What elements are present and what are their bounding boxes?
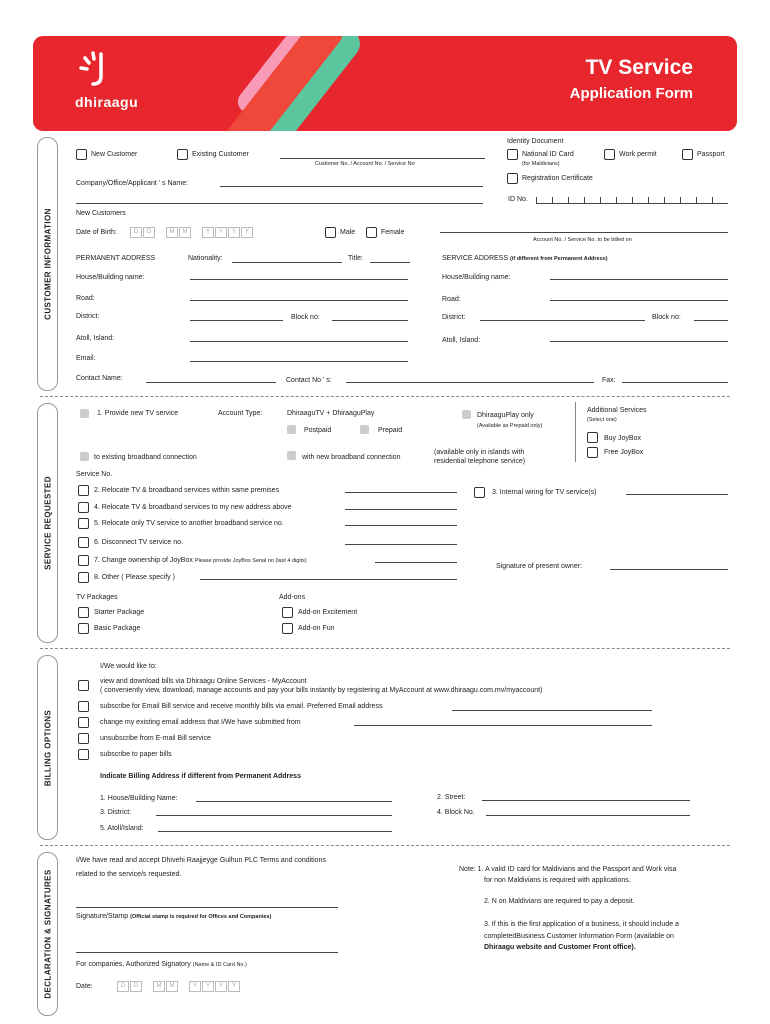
section-customer-information: CUSTOMER INFORMATION — [37, 137, 58, 391]
brand-name: dhiraagu — [75, 94, 139, 110]
unsubscribe-checkbox[interactable] — [78, 733, 89, 744]
disconnect-checkbox[interactable] — [78, 537, 89, 548]
form-title: TV Service — [585, 56, 693, 79]
billing-street-field[interactable] — [482, 800, 690, 801]
national-id-checkbox[interactable] — [507, 149, 518, 160]
work-permit-checkbox[interactable] — [604, 149, 615, 160]
contact-no-label: Contact No ' s: — [286, 377, 332, 384]
billing-atoll-label: 5. Atoll/Island: — [100, 825, 144, 832]
email-bill-checkbox[interactable] — [78, 701, 89, 712]
billing-atoll-field[interactable] — [158, 831, 392, 832]
unsubscribe-label: unsubscribe from E-mail Bill service — [100, 735, 211, 742]
relocate-tv-bb-checkbox[interactable] — [78, 485, 89, 496]
other-label: 8. Other ( Please specify ) — [94, 574, 175, 581]
date-box: Y — [202, 981, 214, 992]
relocate-tv-bb-label: 2. Relocate TV & broadband services within same premises — [94, 487, 280, 494]
form-subtitle: Application Form — [569, 85, 693, 102]
district-label: District: — [76, 313, 100, 320]
identity-document-label: Identity Document — [507, 138, 564, 145]
change-email-checkbox[interactable] — [78, 717, 89, 728]
dob-boxes[interactable] — [130, 227, 253, 238]
date-box: D — [130, 981, 142, 992]
existing-customer-checkbox[interactable] — [177, 149, 188, 160]
dob-box: Y — [241, 227, 253, 238]
fax-field[interactable] — [622, 382, 728, 383]
national-id-label: National ID Card — [522, 151, 574, 158]
relocate-new-label: 4. Relocate TV & broadband services to my new address above — [94, 504, 292, 511]
prepaid-only-note: (Available as Prepaid only) — [477, 423, 543, 429]
signature-owner-label: Signature of present owner: — [496, 563, 582, 570]
accept-terms-line1: I/We have read and accept Dhivehi Raajjeyge Gulhun PLC Terms and conditions — [76, 857, 326, 864]
date-box: M — [153, 981, 165, 992]
dhiraagu-logo-icon — [75, 48, 119, 92]
date-boxes[interactable] — [117, 981, 240, 992]
billing-district-field[interactable] — [156, 815, 392, 816]
authorized-signatory-label: For companies, Authorized Signatory (Name & ID Card No.) — [76, 961, 247, 968]
fax-label: Fax: — [602, 377, 616, 384]
service-atoll-label: Atoll, Island: — [442, 337, 481, 344]
existing-broadband-checkbox[interactable] — [80, 452, 89, 461]
male-label: Male — [340, 229, 356, 236]
section-service-requested: SERVICE REQUESTED — [37, 403, 58, 643]
date-label: Date: — [76, 983, 93, 990]
paper-bills-checkbox[interactable] — [78, 749, 89, 760]
new-broadband-label: with new broadband connection — [302, 454, 401, 461]
excitement-label: Add-on Excitement — [298, 609, 358, 616]
billing-house-field[interactable] — [196, 801, 392, 802]
section-declaration: DECLARATION & SIGNATURES — [37, 852, 58, 1016]
email-field[interactable] — [190, 361, 408, 362]
signature-field[interactable] — [76, 907, 338, 908]
road-label: Road: — [76, 295, 95, 302]
would-like-label: I/We would like to: — [100, 663, 157, 670]
starter-label: Starter Package — [94, 609, 145, 616]
disconnect-label: 6. Disconnect TV service no. — [94, 539, 183, 546]
house-label: House/Building name: — [76, 274, 145, 281]
signature-label: Signature/Stamp (Official stamp is required for Offices and Companies) — [76, 913, 272, 920]
relocate-tv-only-field[interactable] — [345, 525, 457, 526]
house-field[interactable] — [190, 279, 408, 280]
service-road-field[interactable] — [550, 300, 728, 301]
play-only-checkbox[interactable] — [462, 410, 471, 419]
service-no-label: Service No. — [76, 471, 113, 478]
change-email-field[interactable] — [354, 725, 652, 726]
dob-box: D — [143, 227, 155, 238]
passport-checkbox[interactable] — [682, 149, 693, 160]
account-type-label: Account Type: — [218, 410, 263, 417]
district-field[interactable] — [190, 320, 283, 321]
existing-broadband-label: to existing broadband connection — [94, 454, 197, 461]
note-1-line2: for non Maldivians is required with applications. — [484, 877, 631, 884]
excitement-checkbox[interactable] — [282, 607, 293, 618]
note-2: 2. N on Maldivians are required to pay a deposit. — [484, 898, 635, 905]
email-label: Email: — [76, 355, 96, 362]
block-no-label: Block no: — [291, 314, 320, 321]
contact-no-field[interactable] — [346, 382, 594, 383]
new-broadband-checkbox[interactable] — [287, 451, 296, 460]
customer-no-field[interactable] — [280, 158, 485, 159]
title-field[interactable] — [370, 262, 410, 263]
dob-box: D — [130, 227, 142, 238]
buy-joybox-checkbox[interactable] — [587, 432, 598, 443]
title-label: Title: — [348, 255, 363, 262]
dob-box: Y — [228, 227, 240, 238]
relocate-new-field[interactable] — [345, 509, 457, 510]
divider — [40, 396, 730, 397]
header-banner — [33, 36, 737, 131]
available-only-note: (available only in islands with — [434, 449, 525, 456]
basic-label: Basic Package — [94, 625, 141, 632]
authorized-signatory-field[interactable] — [76, 952, 338, 953]
date-box: Y — [189, 981, 201, 992]
additional-services-label: Additional Services — [587, 407, 647, 414]
starter-checkbox[interactable] — [78, 607, 89, 618]
date-box: D — [117, 981, 129, 992]
billing-address-heading: Indicate Billing Address if different from Permanent Address — [100, 773, 301, 780]
postpaid-checkbox[interactable] — [287, 425, 296, 434]
dob-box: M — [166, 227, 178, 238]
postpaid-label: Postpaid — [304, 427, 332, 434]
atoll-label: Atoll, Island: — [76, 335, 115, 342]
block-no-field[interactable] — [332, 320, 408, 321]
note-1-line1: Note: 1. A valid ID card for Maldivians and the Passport and Work visa — [459, 866, 677, 873]
provide-new-label: 1. Provide new TV service — [97, 410, 179, 417]
billing-house-label: 1. House/Building Name: — [100, 795, 178, 802]
tv-play-label: DhiraaguTV + DhiraaguPlay — [287, 410, 375, 417]
prepaid-label: Prepaid — [378, 427, 403, 434]
note-3-line2: completedBusiness Customer Information Form (available on — [484, 933, 674, 940]
fun-checkbox[interactable] — [282, 623, 293, 634]
new-customers-label: New Customers — [76, 210, 126, 217]
contact-name-field[interactable] — [146, 382, 276, 383]
relocate-tv-bb-field[interactable] — [345, 492, 457, 493]
existing-customer-label: Existing Customer — [192, 151, 249, 158]
play-only-label: DhiraaguPlay only — [477, 412, 534, 419]
relocate-tv-only-checkbox[interactable] — [78, 518, 89, 529]
billing-street-label: 2. Street: — [437, 794, 466, 801]
service-district-field[interactable] — [480, 320, 645, 321]
dob-box: Y — [202, 227, 214, 238]
service-address-heading: SERVICE ADDRESS (if different from Permanent Address) — [442, 255, 608, 262]
nationality-field[interactable] — [232, 262, 342, 263]
new-customer-label: New Customer — [91, 151, 138, 158]
account-no-field[interactable] — [440, 232, 728, 233]
registration-certificate-checkbox[interactable] — [507, 173, 518, 184]
account-no-caption: Account No. / Service No. to be billed on — [533, 237, 632, 243]
relocate-new-checkbox[interactable] — [78, 502, 89, 513]
relocate-tv-only-label: 5. Relocate only TV service to another broadband service no. — [94, 520, 284, 527]
free-joybox-checkbox[interactable] — [587, 447, 598, 458]
change-owner-label: 7. Change ownership of JoyBox Please provide JoyBox Serial no (last 4 digits) — [94, 557, 307, 564]
date-box: Y — [215, 981, 227, 992]
preferred-email-field[interactable] — [452, 710, 652, 711]
residential-note: residential telephone service) — [434, 458, 526, 465]
free-joybox-label: Free JoyBox — [604, 449, 644, 456]
dob-label: Date of Birth: — [76, 229, 117, 236]
billing-block-label: 4. Block No. — [437, 809, 475, 816]
fun-label: Add-on Fun — [298, 625, 335, 632]
nationality-label: Nationality: — [188, 255, 223, 262]
internal-wiring-field[interactable] — [626, 494, 728, 495]
other-field[interactable] — [200, 579, 457, 580]
service-block-no-label: Block no: — [652, 314, 681, 321]
female-checkbox[interactable] — [366, 227, 377, 238]
note-3-line1: 3. If this is the first application of a business, it should include a — [484, 921, 679, 928]
billing-block-field[interactable] — [486, 815, 690, 816]
change-email-label: change my existing email address that I/We have submitted from — [100, 719, 301, 726]
provide-new-checkbox[interactable] — [80, 409, 89, 418]
note-3-line3: Dhiraagu website and Customer Front office). — [484, 944, 636, 951]
service-house-label: House/Building name: — [442, 274, 511, 281]
passport-label: Passport — [697, 151, 725, 158]
buy-joybox-label: Buy JoyBox — [604, 435, 641, 442]
work-permit-label: Work permit — [619, 151, 657, 158]
id-no-field[interactable] — [536, 194, 728, 204]
id-no-label: ID No. — [508, 196, 528, 203]
select-one-note: (Select one) — [587, 417, 617, 423]
prepaid-checkbox[interactable] — [360, 425, 369, 434]
divider — [40, 648, 730, 649]
internal-wiring-checkbox[interactable] — [474, 487, 485, 498]
service-house-field[interactable] — [550, 279, 728, 280]
change-owner-checkbox[interactable] — [78, 555, 89, 566]
basic-checkbox[interactable] — [78, 623, 89, 634]
contact-name-label: Contact Name: — [76, 375, 123, 382]
internal-wiring-label: 3. Internal wiring for TV service(s) — [492, 489, 597, 496]
date-box: M — [166, 981, 178, 992]
accept-terms-line2: related to the service/s requested. — [76, 871, 182, 878]
section-billing-options: BILLING OPTIONS — [37, 655, 58, 840]
myaccount-desc: ( conveniently view, download, manage accounts and pay your bills instantly by registering at MyAccount at www.dhiraagu.com.mv/myaccount) — [100, 687, 543, 694]
male-checkbox[interactable] — [325, 227, 336, 238]
customer-no-caption: Customer No. / Account No. / Service No — [315, 161, 415, 167]
change-owner-field[interactable] — [375, 562, 457, 563]
dob-box: M — [179, 227, 191, 238]
dob-box: Y — [215, 227, 227, 238]
company-name-field[interactable] — [220, 186, 483, 187]
tv-packages-label: TV Packages — [76, 594, 118, 601]
service-district-label: District: — [442, 314, 466, 321]
service-block-no-field[interactable] — [694, 320, 728, 321]
company-name-label: Company/Office/Applicant ' s Name: — [76, 180, 189, 187]
signature-owner-field[interactable] — [610, 569, 728, 570]
company-name-field-2[interactable] — [76, 203, 483, 204]
new-customer-checkbox[interactable] — [76, 149, 87, 160]
atoll-field[interactable] — [190, 341, 408, 342]
road-field[interactable] — [190, 300, 408, 301]
divider — [40, 845, 730, 846]
paper-bills-label: subscribe to paper bills — [100, 751, 172, 758]
addons-label: Add-ons — [279, 594, 306, 601]
permanent-address-heading: PERMANENT ADDRESS — [76, 255, 156, 262]
service-road-label: Road: — [442, 296, 461, 303]
other-checkbox[interactable] — [78, 572, 89, 583]
email-bill-label: subscribe for Email Bill service and receive monthly bills via email. Preferred Email address — [100, 703, 383, 710]
myaccount-label: view and download bills via Dhiraagu Online Services - MyAccount — [100, 678, 307, 685]
disconnect-field[interactable] — [345, 544, 457, 545]
service-atoll-field[interactable] — [550, 341, 728, 342]
additional-services-divider — [575, 402, 576, 462]
for-maldivians-note: (for Maldivians) — [522, 161, 560, 167]
registration-certificate-label: Registration Certificate — [522, 175, 593, 182]
myaccount-checkbox[interactable] — [78, 680, 89, 691]
billing-district-label: 3. District: — [100, 809, 132, 816]
female-label: Female — [381, 229, 405, 236]
date-box: Y — [228, 981, 240, 992]
